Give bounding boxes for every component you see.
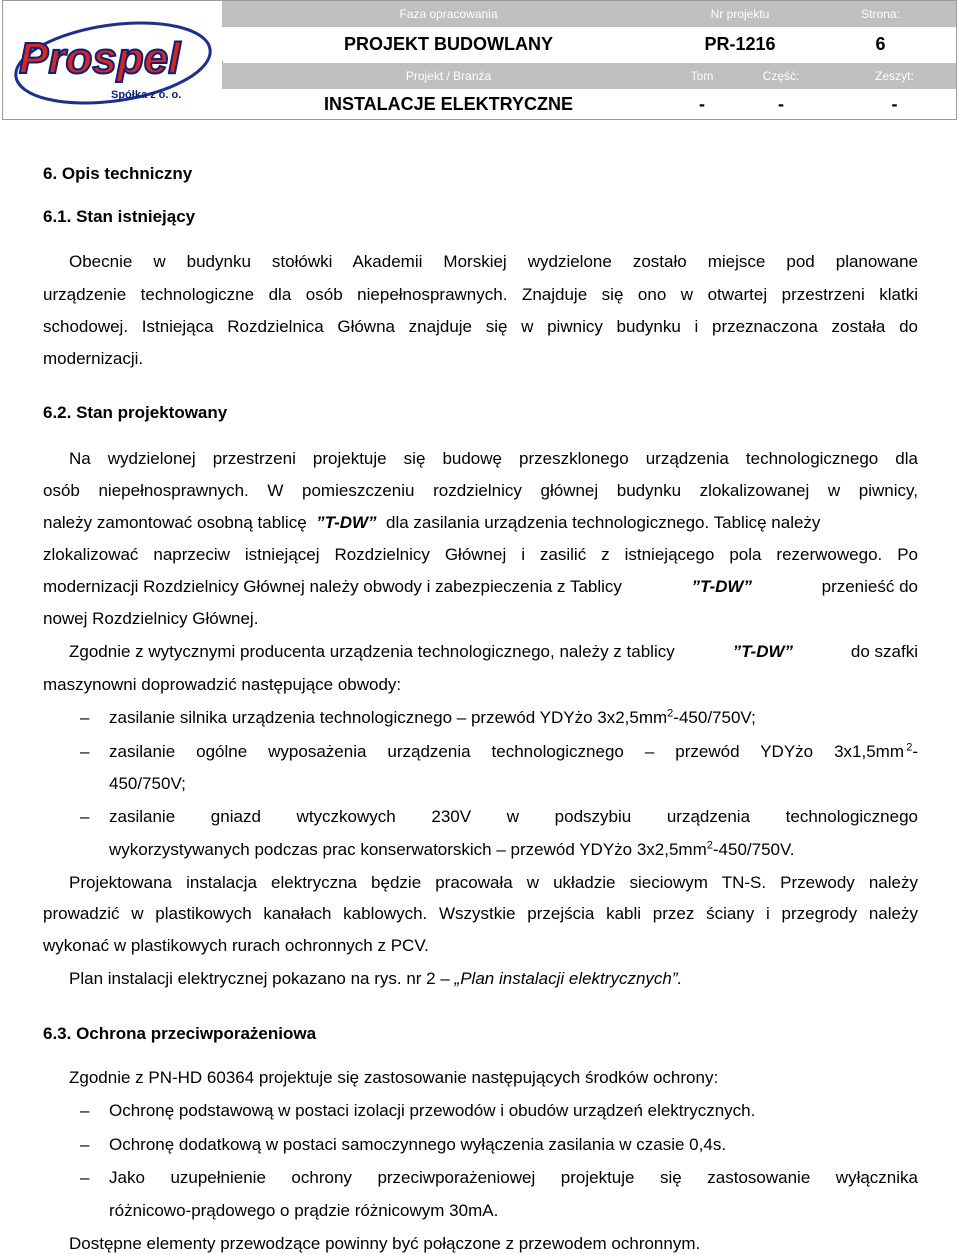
text-run: do szafki	[850, 642, 918, 661]
paragraph-existing-line: Obecnie w budynku stołówki Akademii Morskiej wydzielone zostało miejsce pod planowane	[69, 252, 918, 271]
company-logo	[3, 1, 223, 119]
text-run: -	[912, 742, 918, 761]
prospel-logo-icon	[3, 1, 221, 119]
text-run: przenieść do	[821, 577, 918, 596]
bullet-dash: –	[80, 708, 90, 727]
paragraph-installation-line: prowadzić w plastikowych kanałach kablowych. Wszystkie przejścia kabli przez ściany i przegrody należy	[43, 904, 918, 923]
bullet-circuit-motor	[109, 708, 756, 728]
paragraph-guidelines-line: maszynowni doprowadzić następujące obwody:	[43, 675, 402, 694]
bullet-additional-protection: Ochronę dodatkową w postaci samoczynnego wyłączenia zasilania w czasie 0,4s.	[109, 1135, 727, 1154]
page-number-value: 6	[805, 27, 956, 61]
bullet-circuit-general-cont: 450/750V;	[109, 774, 186, 793]
bullet-dash: –	[80, 807, 90, 826]
text-run: dla zasilania urządzenia technologicznego. Tablicę należy	[386, 513, 821, 532]
text-run: Plan instalacji elektrycznej pokazano na rys. nr 2 –	[69, 969, 450, 988]
tdw-label: ”T-DW”	[316, 513, 377, 532]
project-branch-value: INSTALACJE ELEKTRYCZNE	[222, 89, 675, 119]
text-run	[109, 742, 904, 762]
drawing-reference: „Plan instalacji elektrycznych”.	[454, 969, 683, 988]
paragraph-designed-line: Na wydzielonej przestrzeni projektuje się budowę przeszklonego urządzenia technologicznego dla	[69, 449, 918, 468]
paragraph-installation-line: wykonać w plastikowych rurach ochronnych z PCV.	[43, 936, 429, 955]
paragraph-designed-line: nowej Rozdzielnicy Głównej.	[43, 609, 259, 628]
logo-subtitle: Spółka z o. o.	[111, 89, 182, 101]
paragraph-designed-line: osób niepełnosprawnych. W pomieszczeniu rozdzielnicy głównej budynku zlokalizowanej w piwnicy,	[43, 481, 918, 500]
paragraph-plan-reference	[69, 969, 682, 989]
text-run: modernizacji Rozdzielnicy Głównej należy obwody i zabezpieczenia z Tablicy	[43, 577, 622, 596]
paragraph-designed-line	[43, 577, 918, 597]
paragraph-guidelines-line	[69, 642, 918, 662]
title-block	[2, 0, 957, 120]
bullet-dash: –	[80, 742, 90, 761]
project-number-value: PR-1216	[675, 27, 805, 61]
logo-wordmark: Prospel	[19, 34, 181, 83]
phase-value: PROJEKT BUDOWLANY	[222, 27, 675, 61]
paragraph-existing-line: schodowej. Istniejąca Rozdzielnica Główna znajduje się w piwnicy budynku i przeznaczona została do	[43, 317, 918, 336]
bullet-rcd-protection-cont: różnicowo-prądowego o prądzie różnicowym 30mA.	[109, 1201, 499, 1220]
heading-section-6: 6. Opis techniczny	[43, 164, 193, 183]
text-run: zasilanie silnika urządzenia technologicznego – przewód YDYżo 3x2,5mm	[109, 708, 668, 727]
project-number-label: Nr projektu	[675, 1, 805, 27]
bullet-rcd-protection: Jako uzupełnienie ochrony przeciwporażeniowej projektuje się zastosowanie wyłącznika	[109, 1168, 918, 1187]
paragraph-designed-line	[43, 513, 820, 533]
zeszyt-label: Zeszyt:	[833, 63, 956, 89]
paragraph-installation-line: Projektowana instalacja elektryczna będzie pracowała w układzie sieciowym TN-S. Przewody należy	[69, 873, 918, 892]
text-run: -450/750V;	[673, 708, 756, 727]
part-value: -	[729, 89, 833, 119]
heading-section-6-3: 6.3. Ochrona przeciwporażeniowa	[43, 1024, 317, 1043]
bullet-circuit-sockets-cont	[109, 840, 795, 860]
text-run	[906, 742, 918, 762]
text-run: należy zamontować osobną tablicę	[43, 513, 307, 532]
bullet-dash: –	[80, 1135, 90, 1154]
paragraph-protection-intro: Zgodnie z PN-HD 60364 projektuje się zastosowanie następujących środków ochrony:	[69, 1068, 719, 1087]
tdw-label: ”T-DW”	[732, 642, 794, 661]
bullet-dash: –	[80, 1101, 90, 1120]
paragraph-designed-line: zlokalizować naprzeciw istniejącej Rozdzielnicy Głównej i zasilić z istniejącego pola rezerwowego. Po	[43, 545, 918, 564]
heading-section-6-2: 6.2. Stan projektowany	[43, 403, 228, 422]
phase-label: Faza opracowania	[222, 1, 675, 27]
tdw-label: ”T-DW”	[691, 577, 752, 596]
project-branch-label: Projekt / Branża	[222, 63, 675, 89]
heading-section-6-1: 6.1. Stan istniejący	[43, 207, 196, 226]
text-run: zasilanie ogólne wyposażenia urządzenia technologicznego – przewód YDYżo 3x1,5mm	[109, 742, 904, 761]
bullet-circuit-sockets: zasilanie gniazd wtyczkowych 230V w podszybiu urządzenia technologicznego	[109, 807, 918, 826]
bullet-dash: –	[80, 1168, 90, 1187]
superscript: 2	[706, 839, 713, 852]
page-number-label: Strona:	[805, 1, 956, 27]
text-run: Zgodnie z wytycznymi producenta urządzenia technologicznego, należy z tablicy	[69, 642, 675, 661]
superscript: 2	[667, 707, 674, 720]
paragraph-equipotential: Dostępne elementy przewodzące powinny być połączone z przewodem ochronnym.	[69, 1234, 701, 1253]
text-run: wykorzystywanych podczas prac konserwatorskich – przewód YDYżo 3x2,5mm	[109, 840, 707, 859]
paragraph-existing-line: modernizacji.	[43, 349, 144, 368]
superscript: 2	[906, 741, 913, 754]
paragraph-existing-line: urządzenie technologiczne dla osób niepełnosprawnych. Znajduje się ono w otwartej przestrzeni klatki	[43, 285, 918, 304]
tom-label: Tom	[675, 63, 729, 89]
bullet-basic-protection: Ochronę podstawową w postaci izolacji przewodów i obudów urządzeń elektrycznych.	[109, 1101, 756, 1120]
zeszyt-value: -	[833, 89, 956, 119]
part-label: Część:	[729, 63, 833, 89]
bullet-circuit-general	[109, 742, 918, 762]
tom-value: -	[675, 89, 729, 119]
text-run: -450/750V.	[712, 840, 795, 859]
